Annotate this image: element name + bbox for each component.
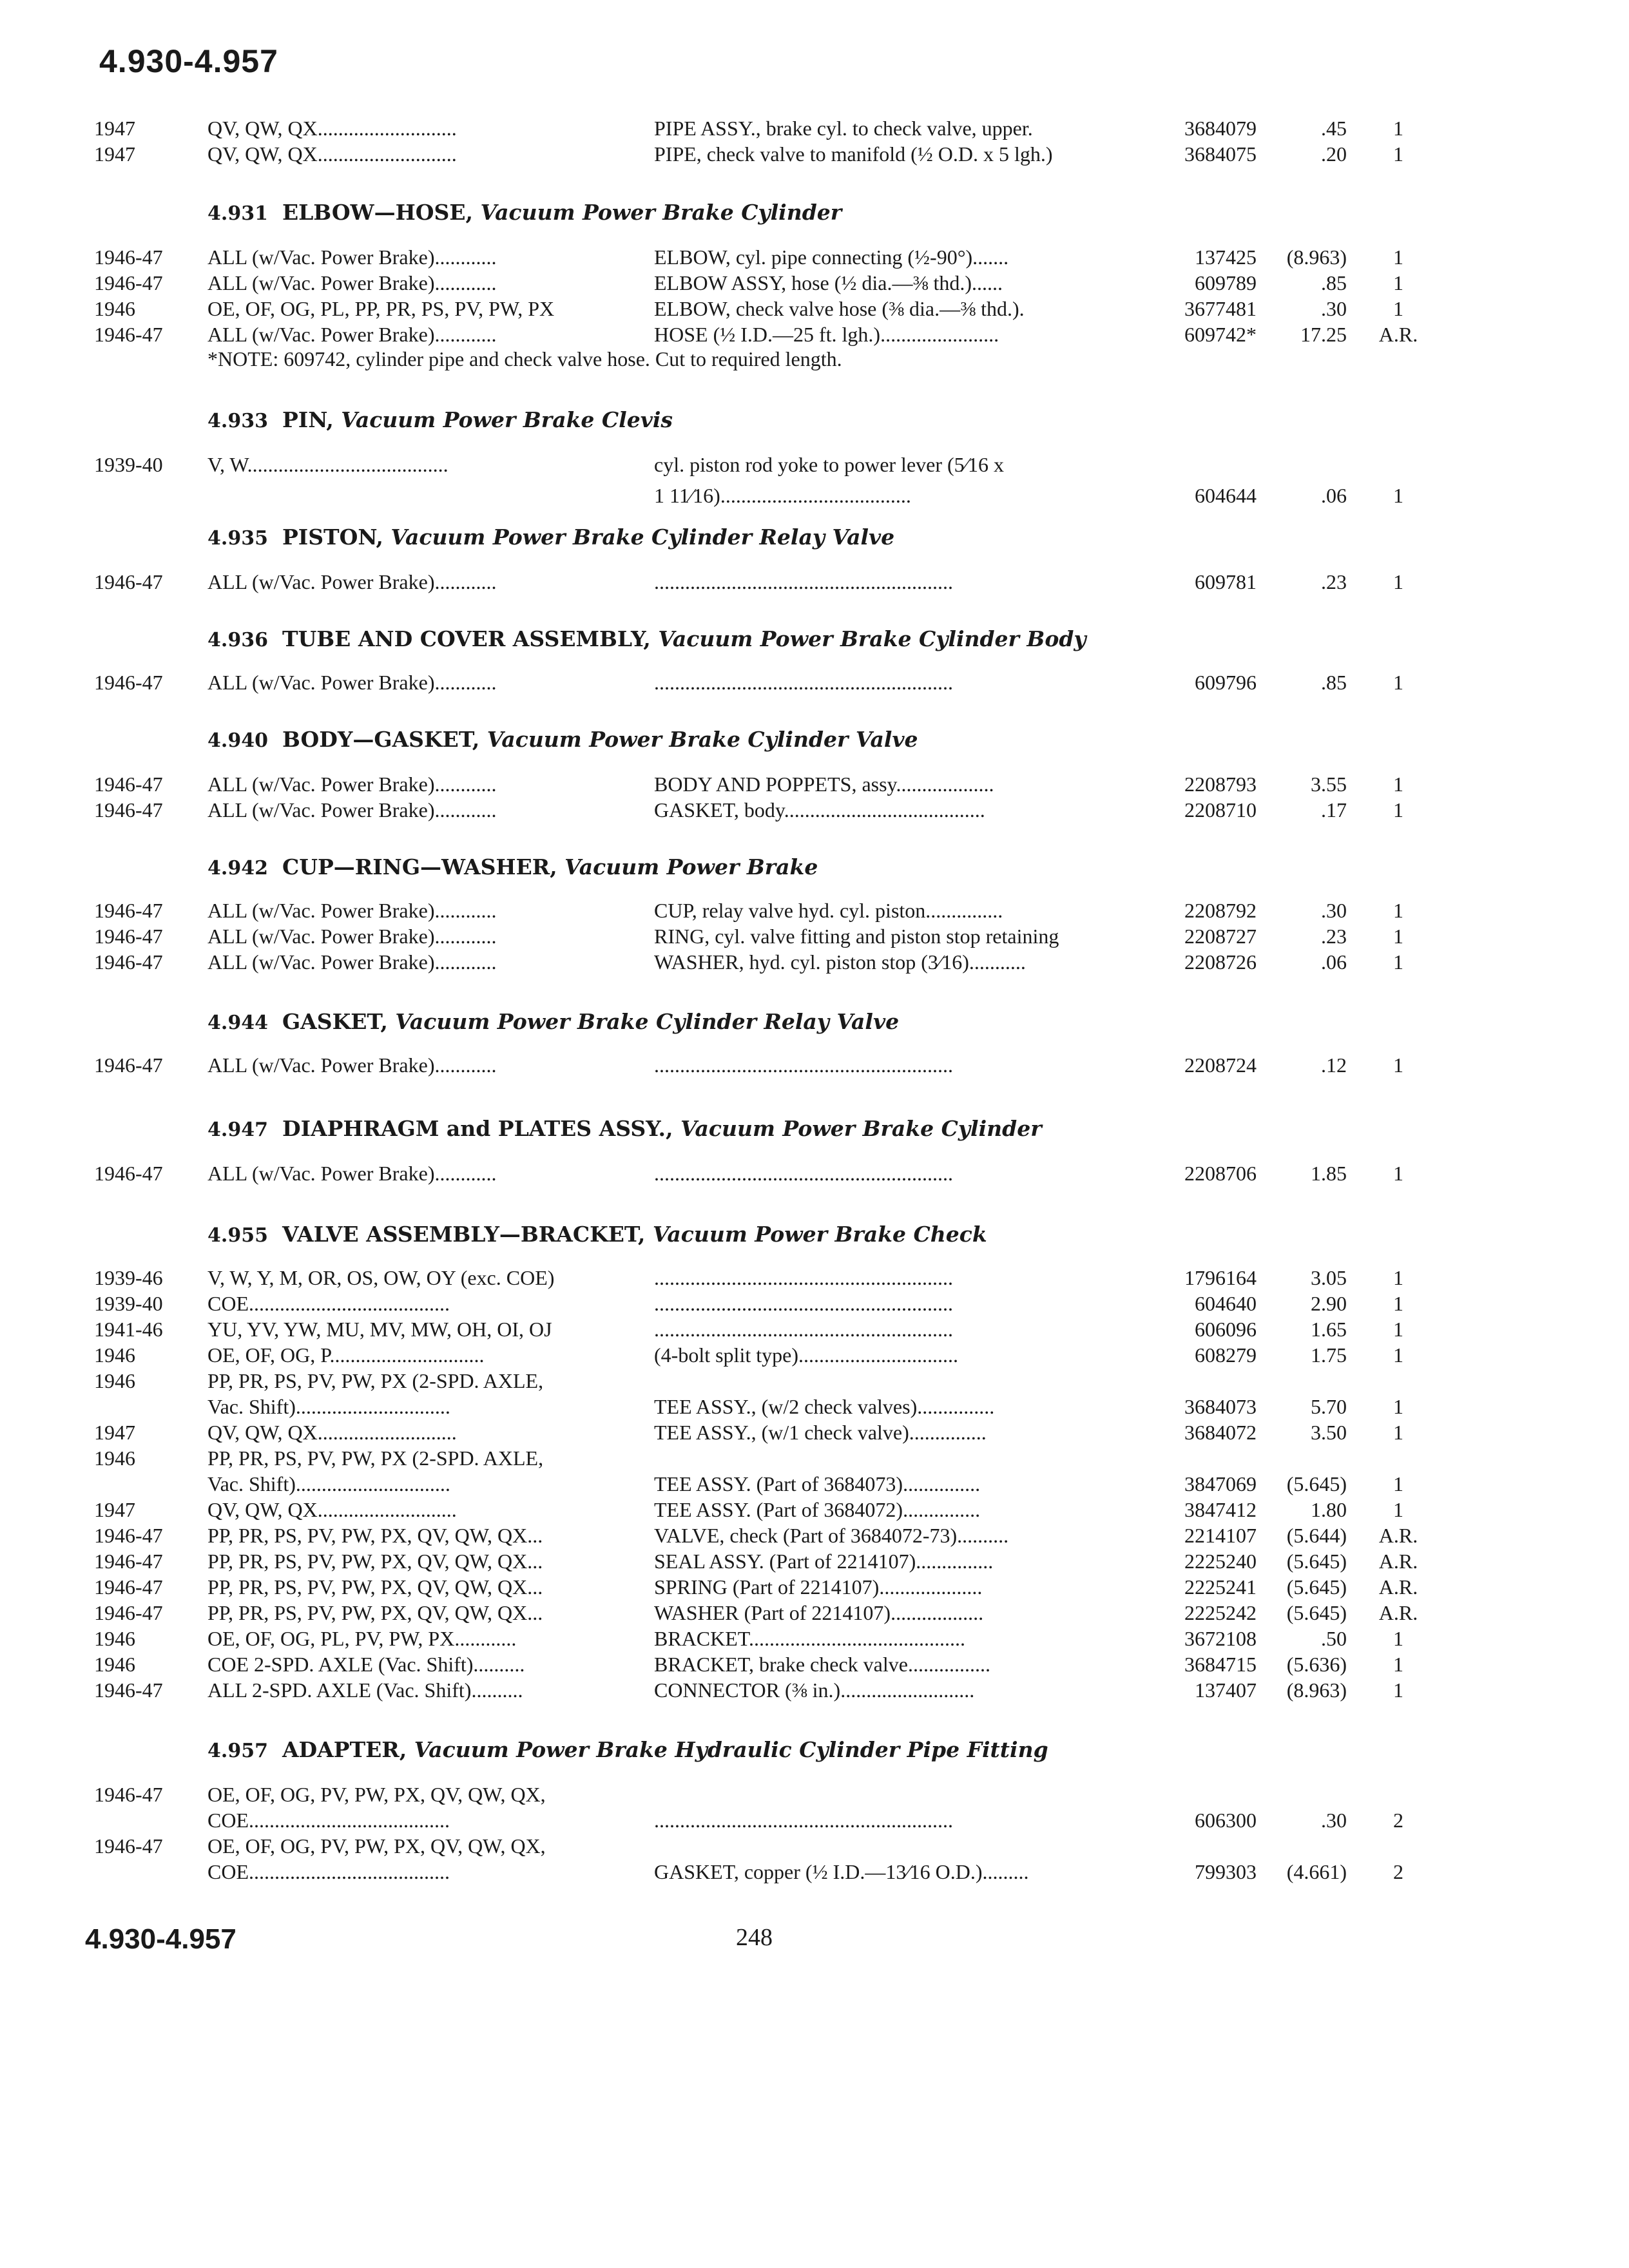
year-cell: 1946-47 bbox=[94, 1678, 163, 1702]
model-cell: QV, QW, QX........................... bbox=[207, 142, 457, 166]
year-cell: 1946-47 bbox=[94, 925, 163, 948]
model-cell: ALL (w/Vac. Power Brake)............ bbox=[207, 798, 497, 822]
quantity-cell: 1 bbox=[1393, 1343, 1403, 1367]
description-cell: SEAL ASSY. (Part of 2214107)............... bbox=[654, 1550, 994, 1573]
year-cell: 1946-47 bbox=[94, 1575, 163, 1599]
part-number-cell: 137407 bbox=[1195, 1678, 1257, 1702]
part-number-cell: 2208726 bbox=[1184, 950, 1257, 974]
description-cell: .......................................................... bbox=[654, 1266, 953, 1289]
model-cell: QV, QW, QX........................... bbox=[207, 117, 457, 140]
part-number-cell: 2214107 bbox=[1184, 1524, 1257, 1547]
part-number-cell: 3684079 bbox=[1184, 117, 1257, 140]
model-cell: QV, QW, QX........................... bbox=[207, 1498, 457, 1521]
model-cell: ALL (w/Vac. Power Brake)............ bbox=[207, 271, 497, 294]
description-cell: 1 11⁄16)..................................... bbox=[654, 484, 911, 507]
section-number: 4.936 bbox=[207, 629, 268, 651]
section-number: 4.955 bbox=[207, 1224, 268, 1247]
section-number: 4.947 bbox=[207, 1119, 268, 1141]
description-cell: WASHER (Part of 2214107).................. bbox=[654, 1601, 984, 1624]
quantity-cell: 1 bbox=[1393, 1266, 1403, 1289]
description-cell: BODY AND POPPETS, assy................... bbox=[654, 773, 994, 796]
quantity-cell: 1 bbox=[1393, 798, 1403, 822]
price-cell: .30 bbox=[1321, 899, 1347, 922]
section-subtitle: Vacuum Power Brake Cylinder bbox=[680, 1116, 1042, 1141]
parts-row bbox=[0, 1290, 1629, 1317]
section-note bbox=[0, 345, 1629, 372]
quantity-cell: 1 bbox=[1393, 899, 1403, 922]
part-number-cell: 604640 bbox=[1195, 1292, 1257, 1315]
quantity-cell: A.R. bbox=[1378, 1575, 1418, 1599]
section-number: 4.944 bbox=[207, 1012, 268, 1034]
model-cell: PP, PR, PS, PV, PW, PX, QV, QW, QX... bbox=[207, 1601, 543, 1624]
section-title: DIAPHRAGM and PLATES ASSY., bbox=[282, 1116, 673, 1141]
description-cell: HOSE (½ I.D.—25 ft. lgh.)....................... bbox=[654, 323, 999, 346]
model-cell: YU, YV, YW, MU, MV, MW, OH, OI, OJ bbox=[207, 1318, 552, 1341]
part-number-cell: 137425 bbox=[1195, 245, 1257, 269]
description-cell: TEE ASSY., (w/1 check valve)............... bbox=[654, 1421, 987, 1444]
year-cell: 1941-46 bbox=[94, 1318, 163, 1341]
section-number: 4.931 bbox=[207, 202, 268, 225]
section-heading bbox=[207, 1220, 987, 1250]
quantity-cell: 1 bbox=[1393, 1498, 1403, 1521]
part-number-cell: 608279 bbox=[1195, 1343, 1257, 1367]
section-title: VALVE ASSEMBLY—BRACKET, bbox=[282, 1222, 646, 1247]
section-heading bbox=[207, 198, 842, 228]
model-cell: ALL (w/Vac. Power Brake)............ bbox=[207, 773, 497, 796]
parts-row bbox=[0, 1625, 1629, 1652]
parts-row bbox=[0, 321, 1629, 348]
section-subtitle: Vacuum Power Brake Cylinder Body bbox=[658, 626, 1086, 651]
quantity-cell: 1 bbox=[1393, 1395, 1403, 1418]
year-cell: 1946-47 bbox=[94, 570, 163, 593]
section-heading bbox=[207, 1736, 1048, 1765]
price-cell: (5.644) bbox=[1286, 1524, 1347, 1547]
parts-row bbox=[0, 1522, 1629, 1549]
quantity-cell: 1 bbox=[1393, 773, 1403, 796]
year-cell: 1939-40 bbox=[94, 1292, 163, 1315]
quantity-cell: 1 bbox=[1393, 297, 1403, 320]
section-subtitle: Vacuum Power Brake Cylinder bbox=[480, 200, 842, 225]
model-cell: PP, PR, PS, PV, PW, PX, QV, QW, QX... bbox=[207, 1550, 543, 1573]
section-heading bbox=[207, 1008, 899, 1037]
price-cell: 2.90 bbox=[1311, 1292, 1347, 1315]
quantity-cell: 2 bbox=[1393, 1860, 1403, 1883]
parts-row bbox=[0, 948, 1629, 975]
model-cell: Vac. Shift).............................. bbox=[207, 1395, 450, 1418]
price-cell: .30 bbox=[1321, 1809, 1347, 1832]
quantity-cell: 1 bbox=[1393, 925, 1403, 948]
parts-row bbox=[0, 451, 1629, 478]
model-cell: PP, PR, PS, PV, PW, PX, QV, QW, QX... bbox=[207, 1575, 543, 1599]
description-cell: .......................................................... bbox=[654, 570, 953, 593]
description-cell: SPRING (Part of 2214107).................... bbox=[654, 1575, 983, 1599]
note-text: *NOTE: 609742, cylinder pipe and check valve hose. Cut to required length. bbox=[207, 347, 842, 370]
parts-row bbox=[0, 1367, 1629, 1394]
section-number: 4.940 bbox=[207, 729, 268, 752]
year-cell: 1946 bbox=[94, 1369, 135, 1392]
price-cell: .50 bbox=[1321, 1627, 1347, 1650]
parts-row bbox=[0, 669, 1629, 696]
model-cell: OE, OF, OG, P.............................. bbox=[207, 1343, 485, 1367]
section-heading bbox=[207, 726, 918, 755]
price-cell: .06 bbox=[1321, 950, 1347, 974]
parts-row bbox=[0, 1341, 1629, 1369]
parts-row bbox=[0, 244, 1629, 271]
year-cell: 1946-47 bbox=[94, 1783, 163, 1806]
quantity-cell: 1 bbox=[1393, 271, 1403, 294]
year-cell: 1947 bbox=[94, 142, 135, 166]
description-cell: PIPE, check valve to manifold (½ O.D. x 5 lgh.) bbox=[654, 142, 1053, 166]
year-cell: 1939-40 bbox=[94, 453, 163, 476]
year-cell: 1947 bbox=[94, 1498, 135, 1521]
description-cell: TEE ASSY., (w/2 check valves)............... bbox=[654, 1395, 995, 1418]
page-footer: 4.930-4.957 bbox=[85, 1923, 236, 1955]
parts-row bbox=[0, 1781, 1629, 1808]
parts-row bbox=[0, 140, 1629, 168]
price-cell: (5.645) bbox=[1286, 1575, 1347, 1599]
model-cell: ALL (w/Vac. Power Brake)............ bbox=[207, 1053, 497, 1077]
model-cell: V, W, Y, M, OR, OS, OW, OY (exc. COE) bbox=[207, 1266, 555, 1289]
description-cell: .......................................................... bbox=[654, 1318, 953, 1341]
parts-row bbox=[0, 1807, 1629, 1834]
model-cell: ALL (w/Vac. Power Brake)............ bbox=[207, 950, 497, 974]
year-cell: 1947 bbox=[94, 1421, 135, 1444]
model-cell: COE 2-SPD. AXLE (Vac. Shift).......... bbox=[207, 1653, 525, 1676]
section-title: GASKET, bbox=[282, 1009, 388, 1034]
description-cell: CONNECTOR (⅜ in.).......................... bbox=[654, 1678, 975, 1702]
part-number-cell: 2208706 bbox=[1184, 1162, 1257, 1185]
quantity-cell: 1 bbox=[1393, 142, 1403, 166]
year-cell: 1946 bbox=[94, 297, 135, 320]
price-cell: .23 bbox=[1321, 570, 1347, 593]
quantity-cell: 1 bbox=[1393, 1678, 1403, 1702]
parts-row bbox=[0, 1651, 1629, 1678]
description-cell: BRACKET, brake check valve................ bbox=[654, 1653, 990, 1676]
year-cell: 1946-47 bbox=[94, 671, 163, 694]
price-cell: (5.645) bbox=[1286, 1550, 1347, 1573]
quantity-cell: 1 bbox=[1393, 950, 1403, 974]
price-cell: 1.80 bbox=[1311, 1498, 1347, 1521]
price-cell: (5.645) bbox=[1286, 1472, 1347, 1495]
year-cell: 1946-47 bbox=[94, 1550, 163, 1573]
model-cell: V, W....................................... bbox=[207, 453, 448, 476]
parts-row bbox=[0, 269, 1629, 296]
part-number-cell: 604644 bbox=[1195, 484, 1257, 507]
price-cell: .12 bbox=[1321, 1053, 1347, 1077]
model-cell: QV, QW, QX........................... bbox=[207, 1421, 457, 1444]
model-cell: OE, OF, OG, PV, PW, PX, QV, QW, QX, bbox=[207, 1783, 546, 1806]
description-cell: .......................................................... bbox=[654, 1292, 953, 1315]
description-cell: RING, cyl. valve fitting and piston stop retaining bbox=[654, 925, 1059, 948]
parts-row bbox=[0, 1599, 1629, 1626]
year-cell: 1946-47 bbox=[94, 950, 163, 974]
price-cell: .85 bbox=[1321, 671, 1347, 694]
parts-row bbox=[0, 1316, 1629, 1343]
quantity-cell: 1 bbox=[1393, 1472, 1403, 1495]
description-cell: CUP, relay valve hyd. cyl. piston............... bbox=[654, 899, 1003, 922]
section-title: BODY—GASKET, bbox=[282, 727, 480, 752]
model-cell: ALL (w/Vac. Power Brake)............ bbox=[207, 925, 497, 948]
quantity-cell: A.R. bbox=[1378, 1524, 1418, 1547]
year-cell: 1946-47 bbox=[94, 1053, 163, 1077]
quantity-cell: 1 bbox=[1393, 1653, 1403, 1676]
section-number: 4.942 bbox=[207, 857, 268, 879]
price-cell: (8.963) bbox=[1286, 245, 1347, 269]
section-title: TUBE AND COVER ASSEMBLY, bbox=[282, 626, 651, 651]
price-cell: 3.05 bbox=[1311, 1266, 1347, 1289]
part-number-cell: 609796 bbox=[1195, 671, 1257, 694]
description-cell: TEE ASSY. (Part of 3684072)............... bbox=[654, 1498, 981, 1521]
quantity-cell: 1 bbox=[1393, 1162, 1403, 1185]
price-cell: 1.65 bbox=[1311, 1318, 1347, 1341]
model-cell: ALL 2-SPD. AXLE (Vac. Shift).......... bbox=[207, 1678, 523, 1702]
model-cell: PP, PR, PS, PV, PW, PX, QV, QW, QX... bbox=[207, 1524, 543, 1547]
year-cell: 1946 bbox=[94, 1627, 135, 1650]
section-title: CUP—RING—WASHER, bbox=[282, 854, 557, 879]
price-cell: .30 bbox=[1321, 297, 1347, 320]
model-cell: OE, OF, OG, PL, PP, PR, PS, PV, PW, PX bbox=[207, 297, 555, 320]
price-cell: (5.636) bbox=[1286, 1653, 1347, 1676]
part-number-cell: 3847069 bbox=[1184, 1472, 1257, 1495]
quantity-cell: 1 bbox=[1393, 245, 1403, 269]
parts-row bbox=[0, 1677, 1629, 1704]
section-title: PISTON, bbox=[282, 524, 383, 550]
part-number-cell: 799303 bbox=[1195, 1860, 1257, 1883]
section-subtitle: Vacuum Power Brake Hydraulic Cylinder Pipe Fitting bbox=[414, 1737, 1048, 1762]
section-number: 4.957 bbox=[207, 1740, 268, 1762]
quantity-cell: A.R. bbox=[1378, 323, 1418, 346]
section-subtitle: Vacuum Power Brake Cylinder Valve bbox=[487, 727, 918, 752]
year-cell: 1946-47 bbox=[94, 1601, 163, 1624]
price-cell: 1.85 bbox=[1311, 1162, 1347, 1185]
description-cell: TEE ASSY. (Part of 3684073)............... bbox=[654, 1472, 981, 1495]
part-number-cell: 606096 bbox=[1195, 1318, 1257, 1341]
part-number-cell: 2208724 bbox=[1184, 1053, 1257, 1077]
part-number-cell: 2225242 bbox=[1184, 1601, 1257, 1624]
quantity-cell: 1 bbox=[1393, 117, 1403, 140]
section-subtitle: Vacuum Power Brake Clevis bbox=[341, 407, 673, 432]
parts-row bbox=[0, 1858, 1629, 1885]
part-number-cell: 2208727 bbox=[1184, 925, 1257, 948]
quantity-cell: 1 bbox=[1393, 1318, 1403, 1341]
price-cell: .17 bbox=[1321, 798, 1347, 822]
price-cell: .20 bbox=[1321, 142, 1347, 166]
part-number-cell: 2208710 bbox=[1184, 798, 1257, 822]
year-cell: 1946-47 bbox=[94, 323, 163, 346]
part-number-cell: 3847412 bbox=[1184, 1498, 1257, 1521]
part-number-cell: 3684073 bbox=[1184, 1395, 1257, 1418]
price-cell: .06 bbox=[1321, 484, 1347, 507]
description-cell: ELBOW, check valve hose (⅜ dia.—⅜ thd.). bbox=[654, 297, 1025, 320]
parts-row bbox=[0, 1573, 1629, 1600]
price-cell: .85 bbox=[1321, 271, 1347, 294]
section-subtitle: Vacuum Power Brake bbox=[564, 854, 818, 879]
parts-row bbox=[0, 1160, 1629, 1187]
parts-row bbox=[0, 115, 1629, 142]
parts-row bbox=[0, 1496, 1629, 1523]
year-cell: 1947 bbox=[94, 117, 135, 140]
section-subtitle: Vacuum Power Brake Cylinder Relay Valve bbox=[395, 1009, 900, 1034]
description-cell: BRACKET.......................................... bbox=[654, 1627, 965, 1650]
quantity-cell: A.R. bbox=[1378, 1601, 1418, 1624]
price-cell: .45 bbox=[1321, 117, 1347, 140]
model-cell: PP, PR, PS, PV, PW, PX (2-SPD. AXLE, bbox=[207, 1369, 544, 1392]
description-cell: (4-bolt split type)............................... bbox=[654, 1343, 958, 1367]
price-cell: (4.661) bbox=[1286, 1860, 1347, 1883]
description-cell: PIPE ASSY., brake cyl. to check valve, upper. bbox=[654, 117, 1033, 140]
quantity-cell: A.R. bbox=[1378, 1550, 1418, 1573]
year-cell: 1946-47 bbox=[94, 899, 163, 922]
parts-row bbox=[0, 1419, 1629, 1446]
year-cell: 1946-47 bbox=[94, 1162, 163, 1185]
part-number-cell: 3672108 bbox=[1184, 1627, 1257, 1650]
model-cell: COE....................................... bbox=[207, 1292, 450, 1315]
quantity-cell: 1 bbox=[1393, 1627, 1403, 1650]
model-cell: ALL (w/Vac. Power Brake)............ bbox=[207, 570, 497, 593]
description-cell: .......................................................... bbox=[654, 1809, 953, 1832]
part-number-cell: 606300 bbox=[1195, 1809, 1257, 1832]
section-heading bbox=[207, 853, 818, 883]
year-cell: 1946 bbox=[94, 1653, 135, 1676]
parts-row bbox=[0, 1470, 1629, 1497]
quantity-cell: 1 bbox=[1393, 1421, 1403, 1444]
description-cell: VALVE, check (Part of 3684072-73).......... bbox=[654, 1524, 1009, 1547]
model-cell: ALL (w/Vac. Power Brake)............ bbox=[207, 323, 497, 346]
model-cell: ALL (w/Vac. Power Brake)............ bbox=[207, 245, 497, 269]
price-cell: 1.75 bbox=[1311, 1343, 1347, 1367]
parts-row bbox=[0, 923, 1629, 950]
parts-row bbox=[0, 1052, 1629, 1079]
model-cell: OE, OF, OG, PL, PV, PW, PX............ bbox=[207, 1627, 517, 1650]
year-cell: 1946-47 bbox=[94, 245, 163, 269]
quantity-cell: 1 bbox=[1393, 570, 1403, 593]
year-cell: 1946-47 bbox=[94, 1524, 163, 1547]
part-number-cell: 2225241 bbox=[1184, 1575, 1257, 1599]
parts-row bbox=[0, 568, 1629, 595]
section-subtitle: Vacuum Power Brake Cylinder Relay Valve bbox=[390, 524, 895, 550]
model-cell: Vac. Shift).............................. bbox=[207, 1472, 450, 1495]
price-cell: 5.70 bbox=[1311, 1395, 1347, 1418]
part-number-cell: 3684715 bbox=[1184, 1653, 1257, 1676]
part-number-cell: 3684075 bbox=[1184, 142, 1257, 166]
part-number-cell: 2225240 bbox=[1184, 1550, 1257, 1573]
description-cell: GASKET, copper (½ I.D.—13⁄16 O.D.)......... bbox=[654, 1860, 1029, 1883]
quantity-cell: 1 bbox=[1393, 1292, 1403, 1315]
quantity-cell: 1 bbox=[1393, 484, 1403, 507]
section-number: 4.935 bbox=[207, 527, 268, 550]
description-cell: .......................................................... bbox=[654, 671, 953, 694]
quantity-cell: 2 bbox=[1393, 1809, 1403, 1832]
quantity-cell: 1 bbox=[1393, 1053, 1403, 1077]
model-cell: ALL (w/Vac. Power Brake)............ bbox=[207, 899, 497, 922]
section-subtitle: Vacuum Power Brake Check bbox=[652, 1222, 987, 1247]
parts-row bbox=[0, 1264, 1629, 1291]
price-cell: .23 bbox=[1321, 925, 1347, 948]
part-number-cell: 609742* bbox=[1184, 323, 1257, 346]
description-cell: ELBOW, cyl. pipe connecting (½-90°)....... bbox=[654, 245, 1009, 269]
description-cell: cyl. piston rod yoke to power lever (5⁄16 x bbox=[654, 453, 1004, 476]
parts-row bbox=[0, 897, 1629, 924]
parts-row bbox=[0, 1832, 1629, 1860]
quantity-cell: 1 bbox=[1393, 671, 1403, 694]
description-cell: WASHER, hyd. cyl. piston stop (3⁄16)........... bbox=[654, 950, 1026, 974]
part-number-cell: 1796164 bbox=[1184, 1266, 1257, 1289]
page-header: 4.930-4.957 bbox=[99, 43, 278, 79]
section-title: ADAPTER, bbox=[282, 1737, 407, 1762]
price-cell: (5.645) bbox=[1286, 1601, 1347, 1624]
description-cell: .......................................................... bbox=[654, 1162, 953, 1185]
year-cell: 1946-47 bbox=[94, 773, 163, 796]
description-cell: .......................................................... bbox=[654, 1053, 953, 1077]
model-cell: ALL (w/Vac. Power Brake)............ bbox=[207, 1162, 497, 1185]
parts-row bbox=[0, 295, 1629, 322]
model-cell: OE, OF, OG, PV, PW, PX, QV, QW, QX, bbox=[207, 1834, 546, 1858]
year-cell: 1946 bbox=[94, 1446, 135, 1470]
model-cell: COE....................................... bbox=[207, 1860, 450, 1883]
section-title: ELBOW—HOSE, bbox=[282, 200, 474, 225]
section-heading bbox=[207, 625, 1086, 655]
part-number-cell: 2208793 bbox=[1184, 773, 1257, 796]
model-cell: COE....................................... bbox=[207, 1809, 450, 1832]
price-cell: 3.50 bbox=[1311, 1421, 1347, 1444]
price-cell: (8.963) bbox=[1286, 1678, 1347, 1702]
section-title: PIN, bbox=[282, 407, 334, 432]
year-cell: 1946-47 bbox=[94, 798, 163, 822]
year-cell: 1939-46 bbox=[94, 1266, 163, 1289]
section-heading bbox=[207, 1115, 1042, 1144]
year-cell: 1946-47 bbox=[94, 1834, 163, 1858]
part-number-cell: 2208792 bbox=[1184, 899, 1257, 922]
year-cell: 1946 bbox=[94, 1343, 135, 1367]
page-number: 248 bbox=[736, 1924, 773, 1951]
part-number-cell: 609781 bbox=[1195, 570, 1257, 593]
year-cell: 1946-47 bbox=[94, 271, 163, 294]
parts-row bbox=[0, 482, 1629, 509]
description-cell: GASKET, body....................................... bbox=[654, 798, 985, 822]
description-cell: ELBOW ASSY, hose (½ dia.—⅜ thd.)...... bbox=[654, 271, 1003, 294]
parts-row bbox=[0, 1548, 1629, 1575]
parts-row bbox=[0, 796, 1629, 823]
part-number-cell: 609789 bbox=[1195, 271, 1257, 294]
parts-row bbox=[0, 1445, 1629, 1472]
price-cell: 17.25 bbox=[1300, 323, 1347, 346]
section-heading bbox=[207, 406, 673, 436]
section-heading bbox=[207, 523, 894, 553]
price-cell: 3.55 bbox=[1311, 773, 1347, 796]
model-cell: ALL (w/Vac. Power Brake)............ bbox=[207, 671, 497, 694]
parts-row bbox=[0, 1393, 1629, 1420]
parts-row bbox=[0, 771, 1629, 798]
part-number-cell: 3677481 bbox=[1184, 297, 1257, 320]
part-number-cell: 3684072 bbox=[1184, 1421, 1257, 1444]
model-cell: PP, PR, PS, PV, PW, PX (2-SPD. AXLE, bbox=[207, 1446, 544, 1470]
section-number: 4.933 bbox=[207, 410, 268, 432]
